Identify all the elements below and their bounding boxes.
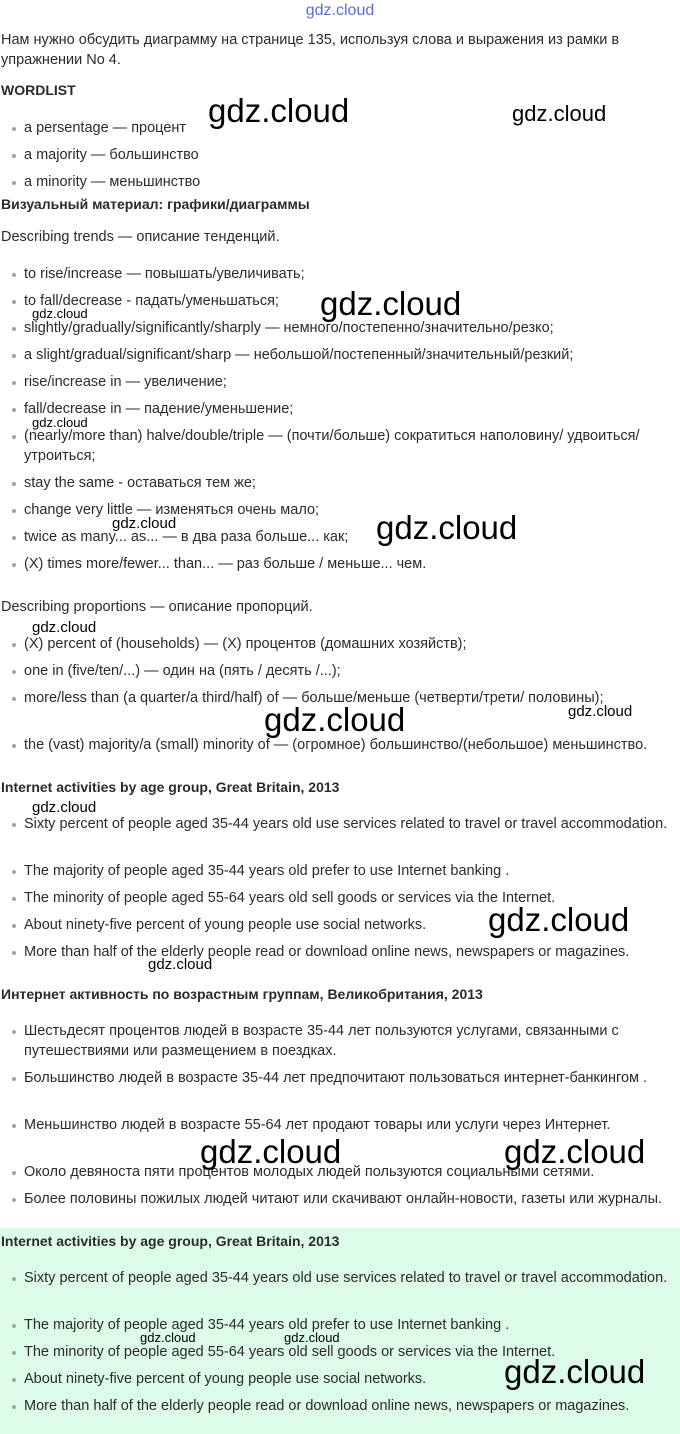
watermark: gdz.cloud <box>148 956 213 973</box>
list-item: Шестьдесят процентов людей в возрасте 35-44 лет пользуются услугами, связанными с путешествиями или размещением в поездках. <box>24 1021 676 1061</box>
list-item: (X) percent of (households) — (X) процентов (домашних хозяйств); <box>24 634 676 654</box>
list-item: to fall/decrease - падать/уменьшаться; <box>24 291 676 311</box>
list-item: (X) times more/fewer... than... — раз больше / меньше... чем. <box>24 554 676 574</box>
watermark: gdz.cloud <box>112 515 177 532</box>
ru-heading: Интернет активность по возрастным группам, Великобритания, 2013 <box>1 986 483 1002</box>
list-item: more/less than (a quarter/a third/half) of — больше/меньше (четверти/трети/ половины); <box>24 688 676 708</box>
list-item: a majority — большинство <box>24 145 676 165</box>
list-item: Большинство людей в возрасте 35-44 лет предпочитают пользоваться интернет-банкингом . <box>24 1068 676 1088</box>
list-item: The minority of people aged 55-64 years old sell goods or services via the Internet. <box>24 1342 676 1362</box>
watermark: gdz.cloud <box>140 1330 196 1345</box>
list-item: Sixty percent of people aged 35-44 years old use services related to travel or travel accommodation. <box>24 814 676 834</box>
list-item: Более половины пожилых людей читают или скачивают онлайн-новости, газеты или журналы. <box>24 1189 676 1209</box>
trends-heading: Describing trends — описание тенденций. <box>1 229 280 245</box>
list-item: About ninety-five percent of young people use social networks. <box>24 915 676 935</box>
list-item: twice as many... as... — в два раза больше... как; <box>24 527 676 547</box>
watermark: gdz.cloud <box>32 415 88 430</box>
watermark: gdz.cloud <box>512 101 607 126</box>
watermark: gdz.cloud <box>284 1330 340 1345</box>
list-item: fall/decrease in — падение/уменьшение; <box>24 399 676 419</box>
list-item: a slight/gradual/significant/sharp — небольшой/постепенный/значительный/резкий; <box>24 345 676 365</box>
wordlist-heading: WORDLIST <box>1 82 76 98</box>
watermark: gdz.cloud <box>200 1133 342 1170</box>
proportions-heading: Describing proportions — описание пропорций. <box>1 599 313 615</box>
intro-text: Нам нужно обсудить диаграмму на странице 135, используя слова и выражения из рамки в упражнении No 4. <box>1 32 620 68</box>
watermark: gdz.cloud <box>504 1353 646 1390</box>
list-item: The minority of people aged 55-64 years old sell goods or services via the Internet. <box>24 888 676 908</box>
site-watermark-top: gdz.cloud <box>305 2 375 19</box>
list-item: The majority of people aged 35-44 years old prefer to use Internet banking . <box>24 1315 676 1335</box>
watermark: gdz.cloud <box>568 703 633 720</box>
watermark: gdz.cloud <box>208 92 350 129</box>
list-item: slightly/gradually/significantly/sharply — немного/постепенно/значительно/резко; <box>24 318 676 338</box>
list-item: More than half of the elderly people read or download online news, newspapers or magazines. <box>24 942 676 962</box>
list-item: More than half of the elderly people read or download online news, newspapers or magazines. <box>24 1396 676 1416</box>
list-item: Sixty percent of people aged 35-44 years old use services related to travel or travel accommodation. <box>24 1268 676 1288</box>
watermark: gdz.cloud <box>32 799 97 816</box>
watermark: gdz.cloud <box>320 285 462 322</box>
list-item: stay the same - оставаться тем же; <box>24 473 676 493</box>
list-item: change very little — изменяться очень мало; <box>24 500 676 520</box>
list-item: to rise/increase — повышать/увеличивать; <box>24 264 676 284</box>
list-item: a persentage — процент <box>24 118 676 138</box>
watermark: gdz.cloud <box>504 1133 646 1170</box>
list-item: (nearly/more than) halve/double/triple — (почти/больше) сократиться наполовину/ удвоиться/утроиться; <box>24 426 676 466</box>
list-item: About ninety-five percent of young people use social networks. <box>24 1369 676 1389</box>
watermark: gdz.cloud <box>376 509 518 546</box>
en-heading: Internet activities by age group, Great Britain, 2013 <box>1 779 340 795</box>
watermark: gdz.cloud <box>488 901 630 938</box>
list-item: rise/increase in — увеличение; <box>24 372 676 392</box>
visual-heading: Визуальный материал: графики/диаграммы <box>1 196 310 212</box>
watermark: gdz.cloud <box>32 619 97 636</box>
list-item: the (vast) majority/a (small) minority of — (огромное) большинство/(небольшое) меньшинство. <box>24 735 676 755</box>
watermark: gdz.cloud <box>264 701 406 738</box>
list-item: Около девяноста пяти процентов молодых людей пользуются социальными сетями. <box>24 1162 676 1182</box>
list-item: one in (five/ten/...) — один на (пять / десять /...); <box>24 661 676 681</box>
watermark: gdz.cloud <box>32 306 88 321</box>
list-item: a minority — меньшинство <box>24 172 676 192</box>
list-item: Меньшинство людей в возрасте 55-64 лет продают товары или услуги через Интернет. <box>24 1115 676 1135</box>
answer-heading: Internet activities by age group, Great Britain, 2013 <box>1 1233 340 1249</box>
list-item: The majority of people aged 35-44 years old prefer to use Internet banking . <box>24 861 676 881</box>
